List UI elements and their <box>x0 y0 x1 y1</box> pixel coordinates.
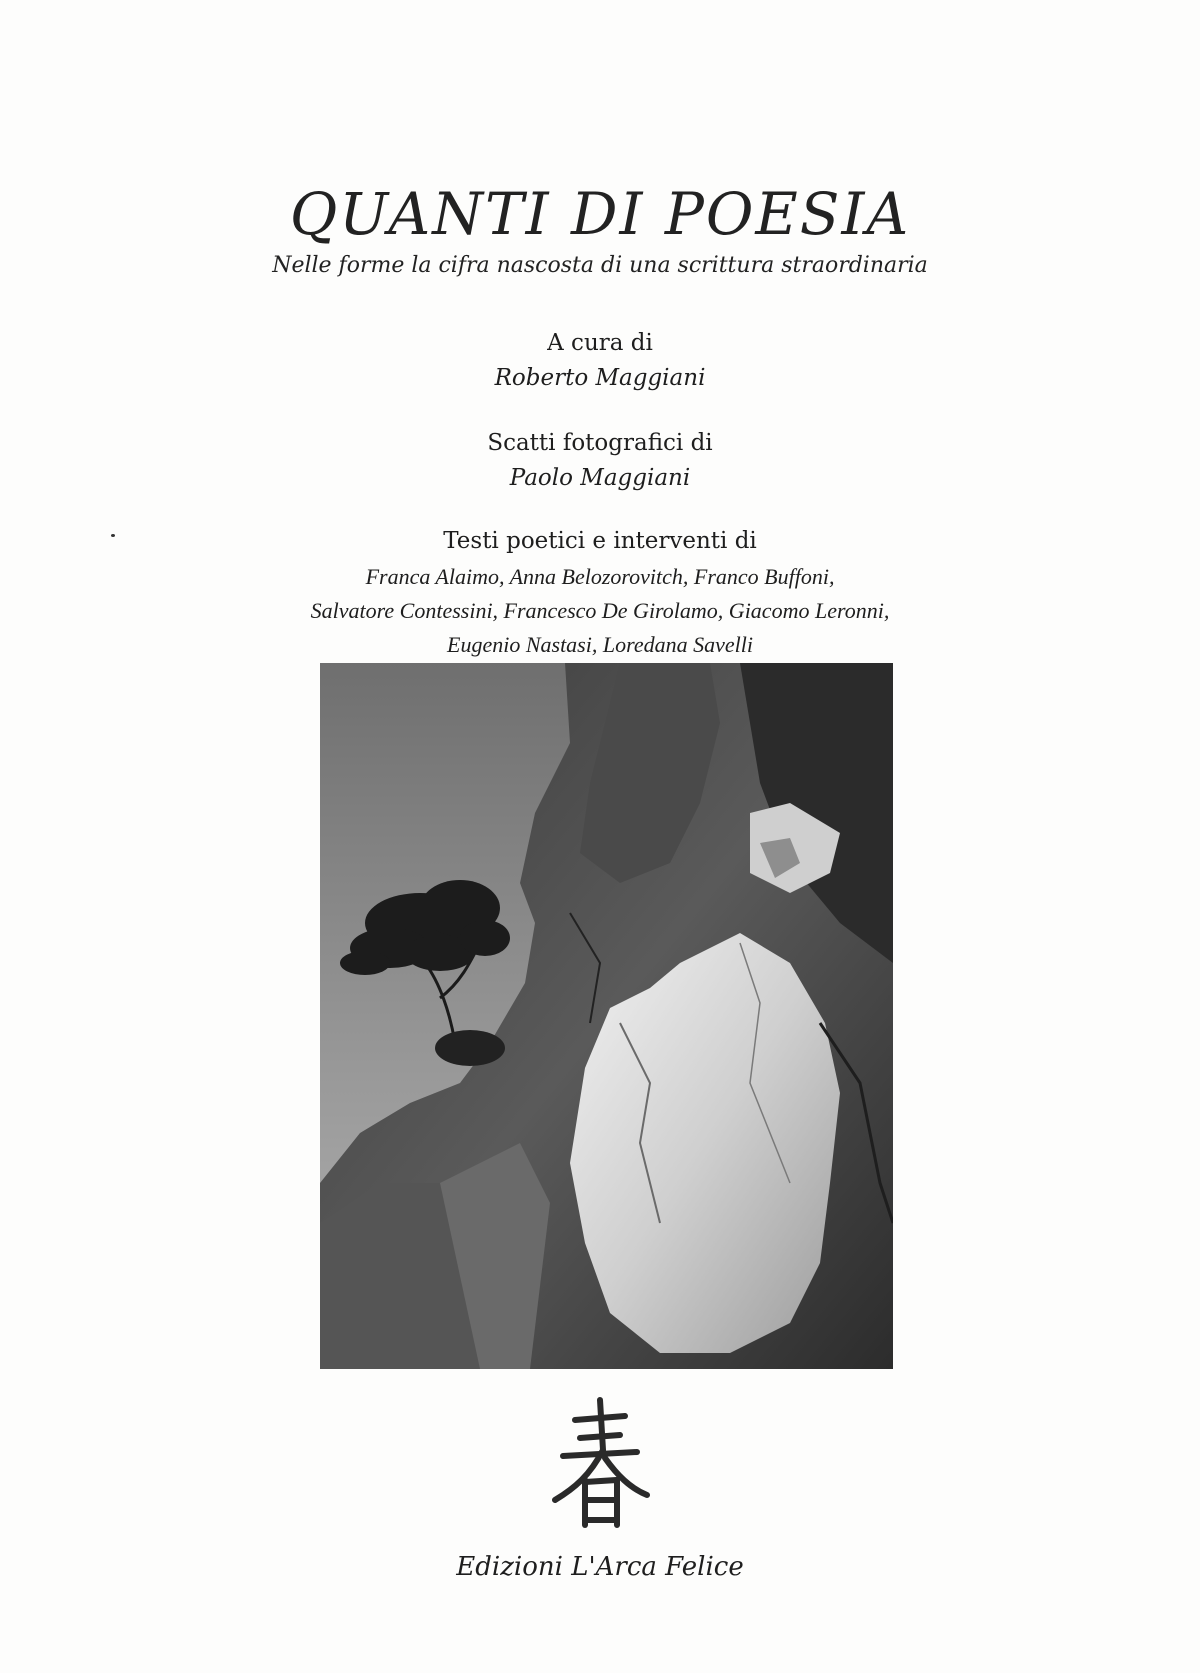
cover-photograph <box>320 663 893 1369</box>
photography-label: Scatti fotografici di <box>487 430 713 456</box>
spring-character-icon <box>545 1390 655 1530</box>
publisher-name: Edizioni L'Arca Felice <box>456 1552 744 1582</box>
contributors-line: Franca Alaimo, Anna Belozorovitch, Franco Buffoni, <box>365 564 835 589</box>
print-speck <box>111 534 115 537</box>
page-subtitle: Nelle forme la cifra nascosta di una scrittura straordinaria <box>272 253 928 278</box>
publisher-emblem <box>0 1390 1200 1534</box>
contributors-line: Eugenio Nastasi, Loredana Savelli <box>447 632 753 657</box>
page-title: QUANTI DI POESIA <box>289 180 911 248</box>
contributors-line: Salvatore Contessini, Francesco De Girolamo, Giacomo Leronni, <box>310 598 890 623</box>
editor-name: Roberto Maggiani <box>494 365 706 391</box>
editor-label: A cura di <box>547 330 653 356</box>
contributors-label: Testi poetici e interventi di <box>443 528 757 554</box>
photographer-name: Paolo Maggiani <box>509 465 691 491</box>
